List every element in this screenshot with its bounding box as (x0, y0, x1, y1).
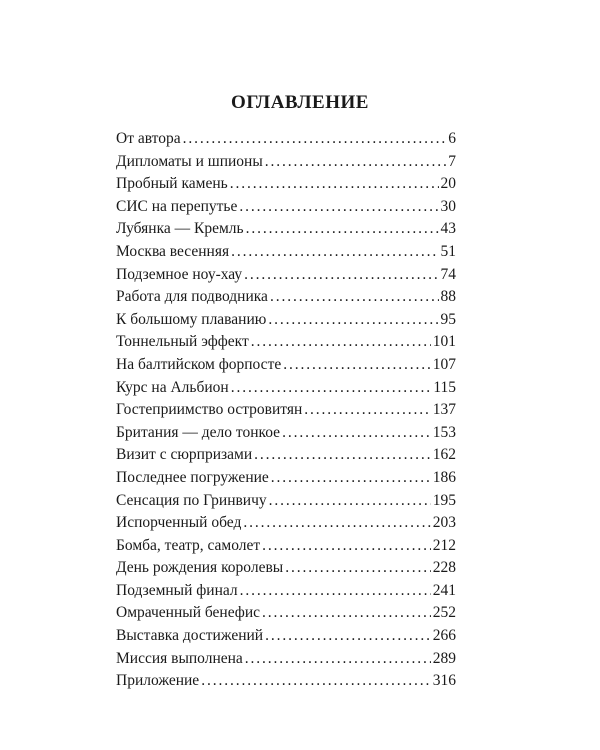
toc-page-number: 137 (432, 401, 456, 419)
toc-page-number: 228 (432, 559, 456, 577)
toc-entry (116, 331, 456, 354)
toc-page-number: 212 (432, 536, 456, 554)
toc-entry-title: СИС на перепутье (116, 197, 238, 215)
toc-entry-title: Британия — дело тонкое (116, 423, 281, 441)
toc-entry (116, 196, 456, 219)
toc-entry-title: Приложение (116, 672, 200, 690)
toc-dot-leader (243, 512, 430, 535)
toc-page-number: 7 (448, 152, 456, 170)
toc-page-number: 266 (432, 627, 456, 645)
toc-page-number: 43 (440, 220, 456, 238)
toc-entry-title: Дипломаты и шпионы (116, 152, 263, 170)
toc-entry-title: Тоннельный эффект (116, 333, 249, 351)
toc-entry (116, 218, 456, 241)
toc-page-number: 88 (440, 288, 456, 306)
toc-entry (116, 444, 456, 467)
toc-entry (116, 151, 456, 174)
toc-entry-title: Сенсация по Гринвичу (116, 491, 267, 509)
toc-dot-leader (282, 422, 431, 445)
table-of-contents (116, 128, 456, 693)
toc-page-number: 107 (432, 355, 456, 373)
toc-entry (116, 309, 456, 332)
toc-page-number: 186 (432, 468, 456, 486)
toc-entry (116, 670, 456, 693)
toc-page-number: 74 (440, 265, 456, 283)
toc-entry (116, 241, 456, 264)
toc-entry (116, 648, 456, 671)
page-title: ОГЛАВЛЕНИЕ (231, 92, 369, 113)
toc-page-number: 95 (440, 310, 456, 328)
toc-dot-leader (230, 173, 439, 196)
toc-entry-title: Последнее погружение (116, 468, 269, 486)
toc-entry-title: Визит с сюрпризами (116, 446, 253, 464)
toc-dot-leader (254, 444, 431, 467)
toc-entry (116, 467, 456, 490)
toc-dot-leader (285, 557, 431, 580)
toc-dot-leader (240, 580, 431, 603)
toc-entry-title: Миссия выполнена (116, 649, 243, 667)
toc-page-number: 30 (440, 197, 456, 215)
toc-dot-leader (262, 535, 431, 558)
toc-entry (116, 354, 456, 377)
toc-page-number: 241 (432, 581, 456, 599)
toc-entry (116, 535, 456, 558)
toc-dot-leader (246, 218, 439, 241)
toc-page-number: 162 (432, 446, 456, 464)
toc-dot-leader (201, 670, 431, 693)
toc-page-number: 153 (432, 423, 456, 441)
toc-entry-title: Пробный камень (116, 175, 228, 193)
toc-dot-leader (245, 648, 431, 671)
toc-dot-leader (269, 490, 431, 513)
toc-dot-leader (271, 467, 431, 490)
toc-dot-leader (265, 625, 431, 648)
toc-entry-title: Гостеприимство островитян (116, 401, 303, 419)
toc-entry (116, 422, 456, 445)
toc-page-number: 51 (440, 242, 456, 260)
toc-entry (116, 173, 456, 196)
toc-entry (116, 128, 456, 151)
toc-entry (116, 490, 456, 513)
toc-dot-leader (231, 377, 432, 400)
toc-entry-title: Москва весенняя (116, 242, 230, 260)
toc-entry-title: Подземное ноу-хау (116, 265, 243, 283)
toc-dot-leader (265, 151, 446, 174)
toc-dot-leader (183, 128, 447, 151)
toc-page-number: 101 (432, 333, 456, 351)
toc-dot-leader (270, 286, 439, 309)
toc-dot-leader (231, 241, 438, 264)
toc-entry-title: День рождения королевы (116, 559, 284, 577)
toc-page-number: 252 (432, 604, 456, 622)
toc-page-number: 203 (432, 514, 456, 532)
toc-entry (116, 580, 456, 603)
toc-entry-title: К большому плаванию (116, 310, 267, 328)
toc-entry (116, 512, 456, 535)
toc-entry-title: Испорченный обед (116, 514, 242, 532)
toc-dot-leader (262, 602, 431, 625)
toc-dot-leader (244, 264, 438, 287)
toc-entry-title: Омраченный бенефис (116, 604, 261, 622)
toc-page-number: 20 (440, 175, 456, 193)
toc-entry (116, 602, 456, 625)
toc-page-number: 195 (432, 491, 456, 509)
toc-entry-title: От автора (116, 130, 181, 147)
toc-page-number: 115 (433, 378, 456, 396)
toc-page-number: 316 (432, 672, 456, 690)
toc-entry (116, 399, 456, 422)
toc-entry (116, 377, 456, 400)
toc-entry (116, 557, 456, 580)
toc-entry (116, 264, 456, 287)
toc-dot-leader (283, 354, 431, 377)
toc-entry-title: На балтийском форпосте (116, 355, 282, 373)
toc-entry-title: Подземный финал (116, 581, 238, 599)
toc-page-number: 289 (432, 649, 456, 667)
toc-entry-title: Работа для подводника (116, 288, 268, 306)
toc-entry (116, 286, 456, 309)
toc-dot-leader (268, 309, 438, 332)
toc-dot-leader (239, 196, 438, 219)
toc-page-number: 6 (448, 130, 456, 147)
toc-entry-title: Бомба, театр, самолет (116, 536, 261, 554)
toc-entry-title: Выставка достижений (116, 627, 264, 645)
toc-entry (116, 625, 456, 648)
toc-entry-title: Лубянка — Кремль (116, 220, 244, 238)
toc-entry-title: Курс на Альбион (116, 378, 229, 396)
toc-dot-leader (304, 399, 430, 422)
toc-dot-leader (251, 331, 431, 354)
